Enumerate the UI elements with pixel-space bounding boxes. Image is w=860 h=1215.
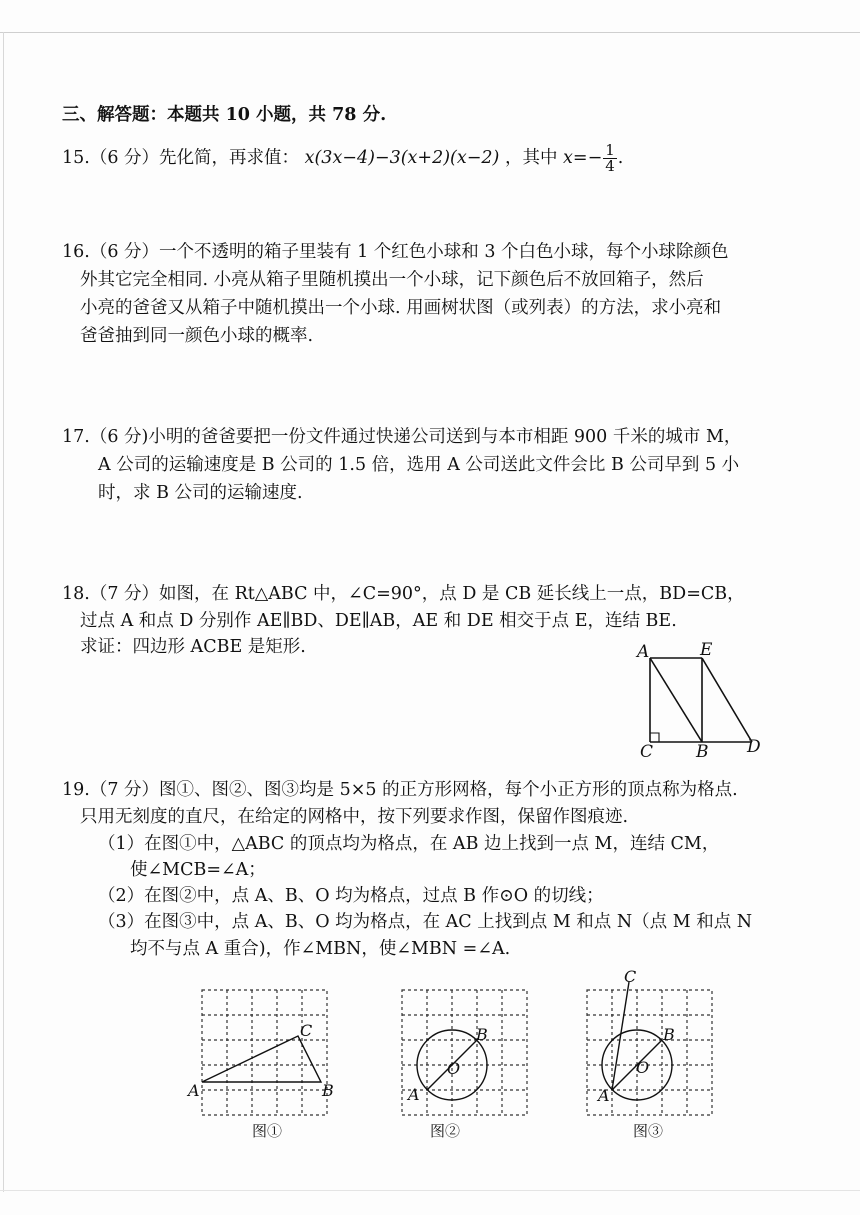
q19-fig3-label-a: A — [598, 1086, 610, 1105]
question-15 — [62, 143, 623, 174]
q19-fig1-triangle-abc — [202, 1036, 321, 1082]
q19-fig3-segment-ac — [612, 982, 629, 1090]
q19-line-6: （3）在图③中，点 A、B、O 均为格点，在 AC 上找到点 M 和点 N（点 M 和点 N — [98, 912, 753, 932]
page-top-border — [0, 32, 860, 33]
q15-var: x — [563, 148, 573, 168]
q15-frac-num: 1 — [605, 141, 615, 159]
q15-end: . — [617, 148, 624, 168]
section-header: 三、解答题：本题共 10 小题，共 78 分. — [62, 105, 387, 125]
q15-fraction — [603, 143, 617, 174]
q18-label-d: D — [747, 737, 761, 757]
q18-line-1: 18.（7 分）如图，在 Rt△ABC 中，∠C=90°，点 D 是 CB 延长线上一点，BD=CB， — [62, 584, 745, 604]
q16-line-3: 小亮的爸爸又从箱子中随机摸出一个小球. 用画树状图（或列表）的方法，求小亮和 — [80, 298, 722, 318]
q15-prefix: 15.（6 分）先化简，再求值： — [62, 148, 300, 168]
q15-eq: =− — [572, 148, 603, 168]
page-left-border — [3, 32, 4, 1192]
q15-where: ，其中 — [504, 148, 558, 168]
q19-figure-2 — [380, 980, 540, 1140]
q19-fig1-caption: 图① — [252, 1122, 283, 1140]
q19-fig2-label-o: O — [447, 1059, 461, 1078]
q18-figure — [630, 640, 770, 760]
q19-fig3-caption: 图③ — [633, 1122, 664, 1140]
q18-label-b: B — [696, 742, 709, 760]
page-bottom-border — [0, 1190, 860, 1191]
q19-line-7: 均不与点 A 重合)，作∠MBN，使∠MBN =∠A. — [130, 939, 511, 959]
q16-line-4: 爸爸抽到同一颜色小球的概率. — [80, 326, 314, 346]
q19-line-2: 只用无刻度的直尺，在给定的网格中，按下列要求作图，保留作图痕迹. — [80, 807, 629, 827]
q18-label-e: E — [700, 640, 713, 660]
q16-line-2: 外其它完全相同. 小亮从箱子里随机摸出一个小球，记下颜色后不放回箱子，然后 — [80, 270, 704, 290]
q19-figure-3 — [565, 968, 725, 1140]
q19-fig1-label-b: B — [322, 1081, 334, 1100]
q19-line-4: 使∠MCB=∠A； — [130, 860, 266, 880]
q18-line-3: 求证：四边形 ACBE 是矩形. — [80, 637, 306, 657]
q17-line-2: A 公司的运输速度是 B 公司的 1.5 倍，选用 A 公司送此文件会比 B 公司早到 5 小 — [98, 455, 740, 475]
q18-line-2: 过点 A 和点 D 分别作 AE∥BD、DE∥AB，AE 和 DE 相交于点 E，连结 BE. — [80, 611, 677, 631]
q19-fig1-label-a: A — [188, 1081, 200, 1100]
q19-fig2-caption: 图② — [430, 1122, 461, 1140]
q19-fig2-label-b: B — [476, 1025, 488, 1044]
q18-label-c: C — [640, 742, 654, 760]
q19-figure-1 — [180, 980, 340, 1140]
q18-segment-ab — [650, 658, 702, 742]
q17-line-3: 时，求 B 公司的运输速度. — [98, 483, 303, 503]
q16-line-1: 16.（6 分）一个不透明的箱子里装有 1 个红色小球和 3 个白色小球，每个小球除颜色 — [62, 242, 729, 262]
q19-line-3: （1）在图①中，△ABC 的顶点均为格点，在 AB 边上找到一点 M，连结 CM， — [98, 834, 720, 854]
q19-fig2-label-a: A — [408, 1085, 420, 1104]
q19-fig3-label-c: C — [624, 968, 637, 986]
q18-label-a: A — [637, 642, 650, 662]
q15-frac-den: 4 — [605, 157, 615, 175]
q19-line-1: 19.（7 分）图①、图②、图③均是 5×5 的正方形网格，每个小正方形的顶点称为格点. — [62, 780, 738, 800]
q19-fig1-label-c: C — [300, 1021, 313, 1040]
q19-fig3-label-b: B — [663, 1025, 675, 1044]
q19-line-5: （2）在图②中，点 A、B、O 均为格点，过点 B 作⊙O 的切线； — [98, 886, 604, 906]
q15-expression: x(3x−4)−3(x+2)(x−2) — [304, 148, 500, 168]
q19-fig3-label-o: O — [636, 1058, 650, 1077]
q17-line-1: 17.（6 分)小明的爸爸要把一份文件通过快递公司送到与本市相距 900 千米的城市 M， — [62, 427, 742, 447]
q18-segment-ed — [702, 658, 752, 742]
q18-right-angle-mark — [650, 733, 659, 742]
